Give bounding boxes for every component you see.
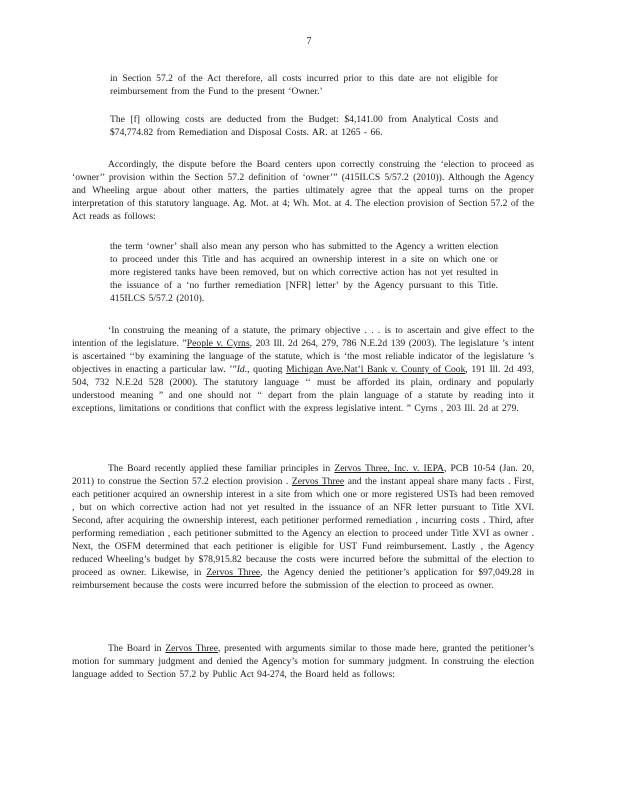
text-run: and the instant appeal share many facts . First, each petitioner acquired an ownership interest in a site from which one or more registered USTs had been removed , but on which corrective action had not yet resulted in the issuance of an NFR letter pursuant to Title XVI. Second, after acquiring the ownership interest, each petitioner performed remediation , incurring costs . Third, after performing remediation , each petitioner submitted to the Agency an election to proceed under Title XVI as owner . Next, the OSFM determined that each petitioner is eligible for UST Fund reimbursement. Lastly , the Agency reduced Wheeling’s budget by $78,915.82 because the costs were incurred before the submittal of the election to proceed as owner. Likewise, in [72,476,534,578]
quote-text: in Section 57.2 of the Act therefore, all costs incurred prior to this date are not eligible for reimbursement from the Fund to the present ‘Owner.’ [110,73,498,97]
text-run: , presented with arguments similar to those made here, granted the petitioner’s motion for summary judgment and denied the Agency’s motion for summary judgment. In construing the election language added to Section 57.2 by Public Act 94-274, the Board held as follows: [72,643,535,680]
text-run: , 191 Ill. 2d 493, 504, 732 N.E.2d 528 (2000). The statutory language ‘‘ must be afforded its plain, ordinary and popularly understood meaning ” and one should not ‘‘ depart from the plain language of a statute by reading into it exceptions, limitations or conditions that conflict with the express legislative intent. ” Cyrns , 203 Ill. 2d at 279. [72,364,535,414]
paragraph-text: Accordingly, the dispute before the Board centers upon correctly construing the ‘election to proceed as ‘owner’’ provision within the Section 57.2 definition of ‘owner’” (415ILCS 5/57.2 (2010)). Although the Agency and Wheeling argue about other matters, the parties ultimately agree that the appeal turns on the proper interpretation of this statutory language. Ag. Mot. at 4; Wh. Mot. at 4. The election provision of Section 57.2 of the Act reads as follows: [72,159,534,222]
case-citation-people-v-cyrns: People v. Cyrns [186,338,250,349]
case-citation-zervos-three: Zervos Three, Inc. v. IEPA [334,463,444,474]
case-citation-zervos-three: Zervos Three [206,567,261,578]
case-citation-michigan-ave: Michigan Ave.Nat’l Bank v. County of Cook [286,364,466,375]
page-number: 7 [306,36,312,47]
case-citation-zervos-three: Zervos Three [291,476,345,487]
paragraph-board-in [72,642,534,681]
block-quote-owner-definition [110,240,498,305]
paragraph-zervos-three [72,462,534,592]
text-run: , the Agency denied the petitioner’s application for $97,049.28 in reimbursement because the costs were incurred before the submission of the election to proceed as owner. [72,567,534,591]
text-run: ., quoting [244,364,283,375]
block-quote-reimbursement [110,72,498,98]
case-citation-zervos-three: Zervos Three [165,643,218,654]
paragraph-accordingly [72,158,534,223]
block-quote-deductions [110,113,498,139]
text-run: , 203 Ill. 2d 264, 279, 786 N.E.2d 139 (2003). The legislature ’s intent is ascertained ‘‘by examining the language of the statute, which is ‘the most reliable indicator of the legislature ’s objectives in enacting a particular law. ’” [72,338,534,375]
paragraph-text [72,642,534,681]
text-run: ‘In construing the meaning of a statute, the primary objective . . . is to ascertain and give effect to the intention of the legislature. ” [72,325,534,349]
id-citation: Id [236,364,245,375]
text-run: , PCB 10-54 (Jan. 20, 2011) to construe the Section 57.2 election provision . [72,463,534,487]
text-run: The Board in [108,643,162,654]
quote-text: The [f] ollowing costs are deducted from the Budget: $4,141.00 from Analytical Costs and $74,774.82 from Remediation and Disposal Costs. AR. at 1265 - 66. [110,114,498,138]
paragraph-text [72,462,534,592]
quote-text: the term ‘owner’ shall also mean any person who has submitted to the Agency a written election to proceed under this Title and has acquired an ownership interest in a site on which one or more registered tanks have been removed, but on which corrective action has not yet resulted in the issuance of a ‘no further remediation [NFR] letter’ by the Agency pursuant to this Title. 415ILCS 5/57.2 (2010). [110,241,498,304]
paragraph-text [72,324,534,415]
paragraph-construing [72,324,534,415]
text-run: The Board recently applied these familiar principles in [108,463,331,474]
